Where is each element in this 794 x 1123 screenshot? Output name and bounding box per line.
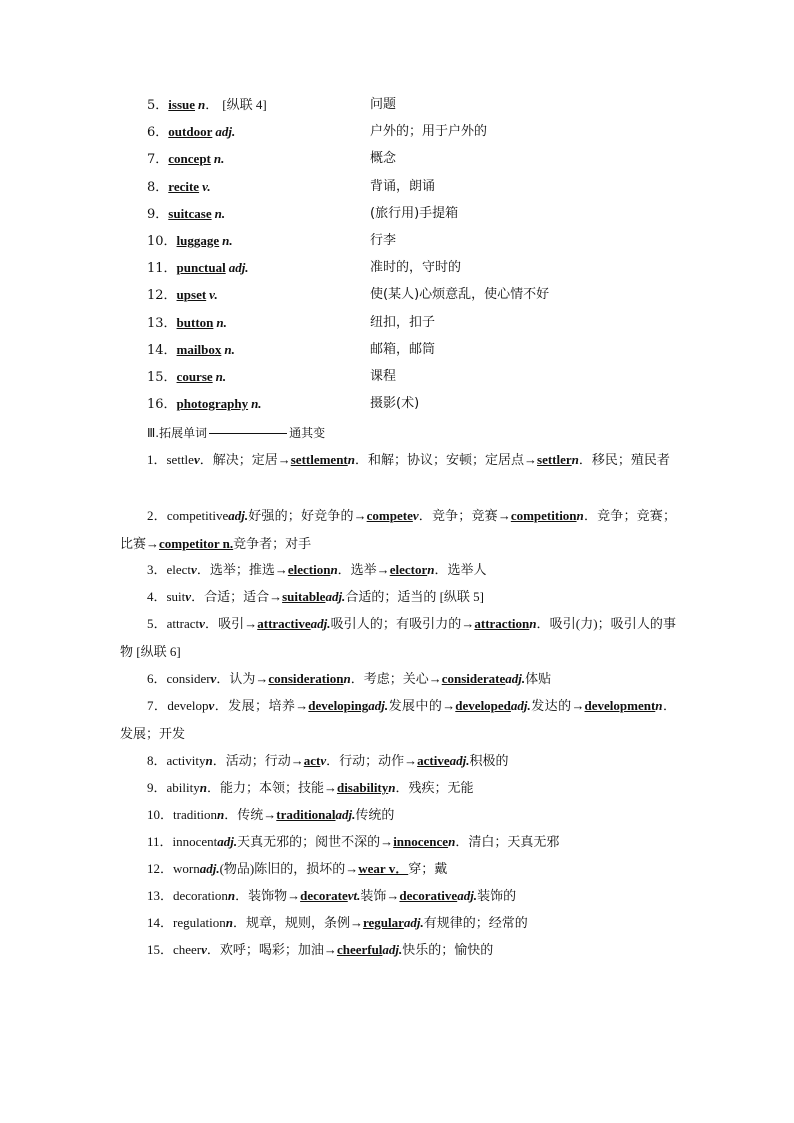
part-of-speech: v <box>210 671 217 686</box>
derived-word: compete <box>366 508 413 523</box>
entry-text: 12．worn <box>147 861 200 876</box>
extended-word-entry <box>120 502 676 558</box>
vocab-item <box>147 341 239 359</box>
part-of-speech: n <box>205 753 213 768</box>
vocab-number: 10． <box>147 234 177 249</box>
vocab-pos: v. <box>209 287 218 302</box>
entry-text: 积极的 <box>469 753 509 768</box>
entry-text: ．竞争；竞赛；比赛→ <box>120 508 676 551</box>
vocab-pos: v. <box>202 179 211 194</box>
derived-word: active <box>417 753 450 768</box>
entry-text: 9．ability <box>147 780 200 795</box>
vocab-punct: ． <box>205 97 219 112</box>
derived-word: suitable <box>282 589 326 604</box>
extended-word-entry <box>120 936 676 964</box>
part-of-speech: n <box>448 834 456 849</box>
part-of-speech: n <box>330 562 338 577</box>
entry-text: 合适的；适当的 [纵联 5] <box>345 589 484 604</box>
derived-word: settler <box>537 452 572 467</box>
part-of-speech: v <box>191 562 197 577</box>
extended-word-entry <box>120 583 676 611</box>
vocab-word: upset <box>176 287 207 302</box>
derived-word: competition <box>510 508 577 523</box>
vocab-word: luggage <box>176 233 220 248</box>
vocab-pos: n <box>198 97 206 112</box>
entry-text: 3．elect <box>147 562 192 577</box>
extended-word-entry <box>120 665 676 693</box>
vocab-meaning: 户外的；用于户外的 <box>370 124 488 139</box>
part-of-speech: adj. <box>199 861 220 876</box>
derived-word: developing <box>308 698 369 713</box>
part-of-speech: n <box>343 671 351 686</box>
entry-text: 快乐的；愉快的 <box>402 942 494 957</box>
extended-word-entry <box>120 446 676 474</box>
entry-text: ．传统→ <box>224 807 277 822</box>
entry-text: 8．activity <box>147 753 206 768</box>
entry-text: 好强的；好竞争的→ <box>248 508 367 523</box>
entry-text: 体贴 <box>525 671 552 686</box>
entry-text: 11．innocent <box>147 834 218 849</box>
vocab-meaning: 摄影(术) <box>370 396 420 411</box>
part-of-speech: n <box>655 698 663 713</box>
entry-text: 吸引人的；有吸引力的→ <box>330 616 475 631</box>
entry-text: ．残疾；无能 <box>395 780 474 795</box>
vocab-number: 14． <box>147 343 177 358</box>
derived-word: decorative <box>399 888 458 903</box>
extended-word-entry <box>120 610 676 666</box>
vocab-number: 9． <box>147 207 169 222</box>
vocab-meaning: 行李 <box>370 233 397 248</box>
derived-word: cheerful <box>336 942 383 957</box>
entry-text: ．选举；推选→ <box>196 562 288 577</box>
part-of-speech: n <box>571 452 579 467</box>
part-of-speech: adj. <box>228 508 249 523</box>
part-of-speech: v <box>199 616 205 631</box>
part-of-speech: adj. <box>310 616 331 631</box>
part-of-speech: v <box>320 753 327 768</box>
part-of-speech: n <box>576 508 584 523</box>
vocab-item <box>147 314 231 332</box>
vocab-meaning: 问题 <box>370 97 397 112</box>
derived-word: competitor n. <box>159 536 234 551</box>
vocab-item <box>147 286 222 304</box>
entry-text: ．规章，规则，条例→ <box>232 915 363 930</box>
entry-text: ．能力；本领；技能→ <box>206 780 337 795</box>
vocab-word: recite <box>168 179 200 194</box>
extended-word-entry <box>120 556 676 584</box>
vocab-item <box>147 205 229 223</box>
derived-word: wear v． <box>358 861 409 876</box>
vocab-meaning: 背诵，朗诵 <box>370 179 436 194</box>
extended-word-entry <box>120 747 676 775</box>
entry-text: 15．cheer <box>147 942 202 957</box>
entry-text: 2．competitive <box>147 508 229 523</box>
vocab-item <box>147 395 266 413</box>
vocab-item <box>147 150 228 168</box>
part-of-speech: n <box>217 807 225 822</box>
derived-word: developed <box>455 698 511 713</box>
entry-text: 穿；戴 <box>408 861 448 876</box>
vocab-meaning: 准时的，守时的 <box>370 260 462 275</box>
part-of-speech: vt. <box>347 888 361 903</box>
part-of-speech: n <box>227 888 236 903</box>
vocab-number: 16． <box>147 397 177 412</box>
vocab-word: photography <box>176 396 249 411</box>
entry-text: (物品)陈旧的，损坏的→ <box>219 861 359 876</box>
entry-text: 4．suit <box>147 589 186 604</box>
section-heading-right: 通其变 <box>289 426 326 440</box>
entry-text: 6．consider <box>147 671 211 686</box>
entry-text: ．欢呼；喝彩；加油→ <box>206 942 337 957</box>
part-of-speech: v <box>185 589 192 604</box>
entry-text: ．发展；开发 <box>120 698 676 741</box>
vocab-word: mailbox <box>176 342 222 357</box>
part-of-speech: adj. <box>449 753 470 768</box>
extended-word-entry <box>120 692 676 748</box>
part-of-speech: v <box>193 452 200 467</box>
vocab-word: concept <box>168 151 211 166</box>
vocab-meaning: 概念 <box>370 151 397 166</box>
part-of-speech: adj. <box>505 671 526 686</box>
entry-text: 有规律的；经常的 <box>423 915 528 930</box>
derived-word: settlement <box>290 452 348 467</box>
part-of-speech: adj. <box>510 698 531 713</box>
entry-text: ．清白；天真无邪 <box>455 834 560 849</box>
part-of-speech: adj. <box>325 589 346 604</box>
entry-text: 发展中的→ <box>388 698 456 713</box>
vocab-number: 6． <box>147 125 169 140</box>
vocab-meaning: (旅行用)手提箱 <box>370 206 459 221</box>
part-of-speech: adj. <box>457 888 478 903</box>
heading-rule <box>209 433 287 434</box>
vocab-word: punctual <box>176 260 226 275</box>
vocab-word: issue <box>168 97 196 112</box>
entry-text: ．认为→ <box>216 671 269 686</box>
derived-word: disability <box>336 780 389 795</box>
vocab-item <box>147 259 253 277</box>
vocab-pos: n. <box>222 233 233 248</box>
part-of-speech: n <box>427 562 435 577</box>
part-of-speech: adj. <box>382 942 403 957</box>
entry-text: 1．settle <box>147 452 194 467</box>
derived-word: development <box>584 698 656 713</box>
part-of-speech: n <box>225 915 233 930</box>
part-of-speech: n <box>388 780 396 795</box>
derived-word: traditional <box>276 807 336 822</box>
entry-text: ．考虑；关心→ <box>350 671 442 686</box>
vocab-pos: n. <box>215 369 227 384</box>
extended-word-entry <box>120 801 676 829</box>
vocab-item <box>147 96 267 114</box>
derived-word: considerate <box>441 671 506 686</box>
derived-word: decorate <box>300 888 348 903</box>
section-heading <box>147 424 325 442</box>
part-of-speech: adj. <box>335 807 356 822</box>
vocab-number: 12． <box>147 288 177 303</box>
entry-text: ．移民；殖民者 <box>578 452 670 467</box>
entry-text: 发达的→ <box>530 698 585 713</box>
vocab-word: button <box>176 315 214 330</box>
derived-word: innocence <box>393 834 449 849</box>
entry-text: ．行动；动作→ <box>326 753 418 768</box>
vocab-item <box>147 368 230 386</box>
vocab-word: suitcase <box>168 206 212 221</box>
derived-word: elector <box>389 562 428 577</box>
derived-word: regular <box>362 915 404 930</box>
vocab-meaning: 使(某人)心烦意乱，使心情不好 <box>370 287 550 302</box>
vocab-item <box>147 123 239 141</box>
part-of-speech: v <box>412 508 419 523</box>
vocab-number: 5． <box>147 98 169 113</box>
entry-text: ．装饰物→ <box>235 888 301 903</box>
entry-text: 7．develop <box>147 698 209 713</box>
extended-word-entry <box>120 855 676 883</box>
vocab-meaning: 课程 <box>370 369 397 384</box>
vocab-pos: n. <box>213 151 225 166</box>
vocab-pos: adj. <box>215 124 236 139</box>
entry-text: 天真无邪的；阅世不深的→ <box>237 834 394 849</box>
section-heading-left: Ⅲ.拓展单词 <box>147 426 208 440</box>
entry-text: 13．decoration <box>147 888 228 903</box>
entry-text: ．和解；协议；安顿；定居点→ <box>355 452 538 467</box>
vocab-pos: n. <box>216 315 227 330</box>
extended-word-entry <box>120 774 676 802</box>
vocab-number: 11． <box>147 261 177 276</box>
derived-word: consideration <box>268 671 344 686</box>
part-of-speech: v <box>201 942 207 957</box>
derived-word: election <box>287 562 331 577</box>
entry-text: ．合适；适合→ <box>191 589 283 604</box>
entry-text: ．竞争；竞赛→ <box>418 508 511 523</box>
vocab-number: 13． <box>147 316 177 331</box>
part-of-speech: adj. <box>217 834 238 849</box>
vocab-pos: n. <box>251 396 262 411</box>
entry-text: 装饰的 <box>477 888 517 903</box>
extended-word-entry <box>120 909 676 937</box>
entry-text: 10．tradition <box>147 807 218 822</box>
part-of-speech: n <box>347 452 355 467</box>
vocab-word: course <box>176 369 213 384</box>
extended-word-entry <box>120 882 676 910</box>
entry-text: 14．regulation <box>147 915 226 930</box>
derived-word: attractive <box>257 616 311 631</box>
vocab-number: 8． <box>147 180 169 195</box>
entry-text: ．选举→ <box>337 562 390 577</box>
extended-word-entry <box>120 828 676 856</box>
entry-text: 5．attract <box>147 616 200 631</box>
vocab-number: 7． <box>147 152 169 167</box>
part-of-speech: adj. <box>368 698 389 713</box>
entry-text: ．选举人 <box>434 562 487 577</box>
entry-text: ．活动；行动→ <box>212 753 304 768</box>
vocab-meaning: 纽扣，扣子 <box>370 315 436 330</box>
derived-word: act <box>303 753 321 768</box>
part-of-speech: v <box>208 698 215 713</box>
vocab-pos: n. <box>224 342 235 357</box>
entry-text: 装饰→ <box>360 888 400 903</box>
entry-text: 传统的 <box>355 807 395 822</box>
derived-word: attraction <box>474 616 530 631</box>
part-of-speech: n <box>199 780 207 795</box>
entry-text: ．吸引→ <box>204 616 258 631</box>
vocab-item <box>147 178 215 196</box>
part-of-speech: adj. <box>403 915 424 930</box>
vocab-pos: n. <box>214 206 226 221</box>
vocab-word: outdoor <box>168 124 213 139</box>
vocab-number: 15． <box>147 370 177 385</box>
entry-text: ．发展；培养→ <box>214 698 309 713</box>
vocab-meaning: 邮箱，邮筒 <box>370 342 436 357</box>
vocab-note: [纵联 4] <box>222 97 267 112</box>
vocab-pos: adj. <box>228 260 249 275</box>
vocab-item <box>147 232 237 250</box>
entry-text: ．吸引(力)；吸引人的事物 [纵联 6] <box>120 616 676 659</box>
entry-text: 竞争者；对手 <box>233 536 312 551</box>
part-of-speech: n <box>529 616 537 631</box>
entry-text: ．解决；定居→ <box>199 452 291 467</box>
